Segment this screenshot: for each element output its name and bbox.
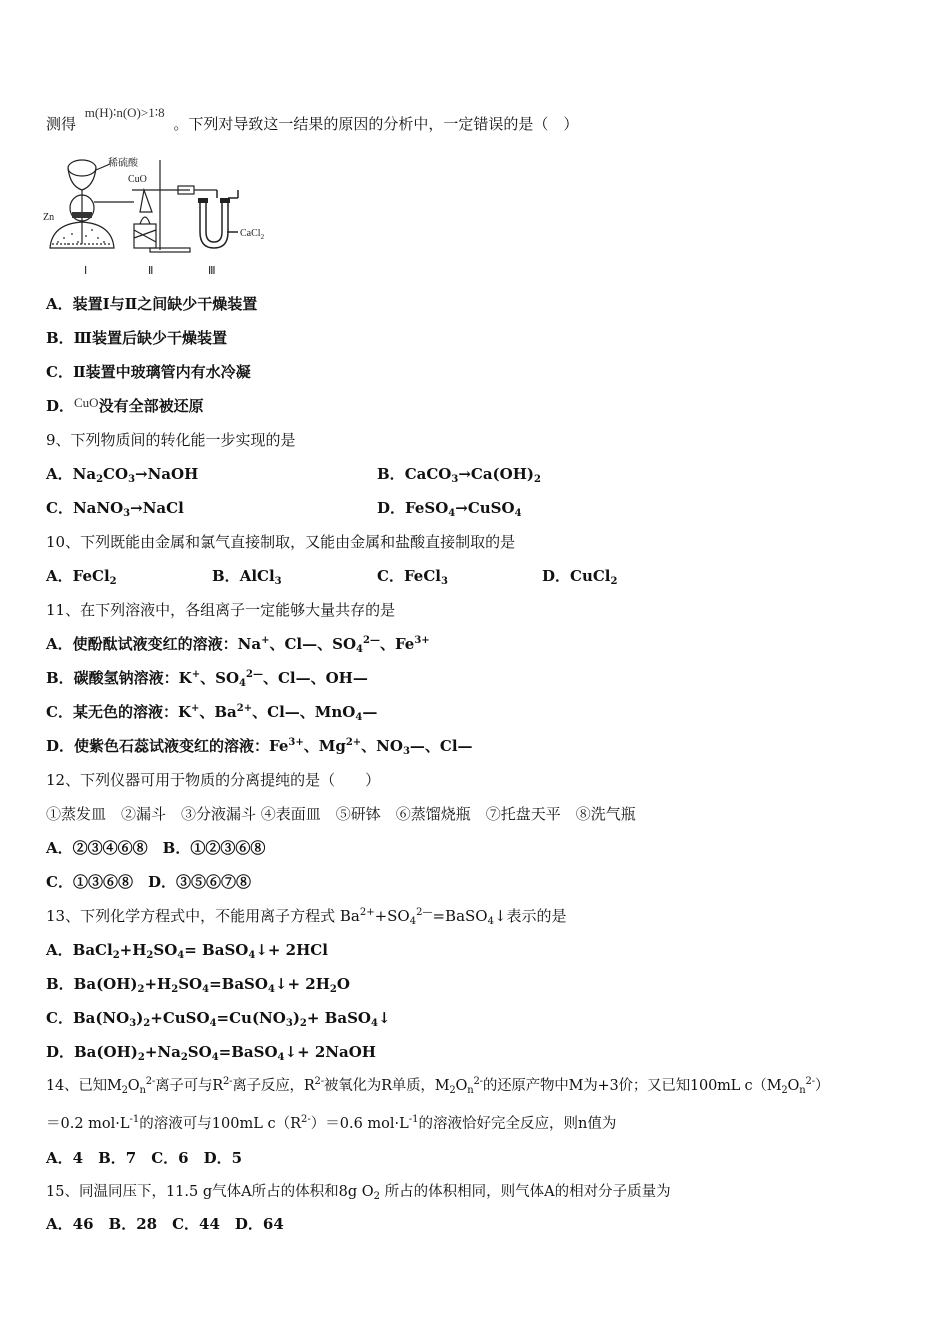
q13-b-t2: +H [144, 975, 172, 993]
q14-l1-u8: 2- [805, 1076, 815, 1087]
q13-c-d5: 2 [299, 1018, 307, 1029]
q8-option-b: B．Ⅲ装置后缺少干燥装置 [46, 329, 227, 347]
q13-c-t5: ) [292, 1009, 300, 1027]
label-dilute-acid: 稀硫酸 [108, 158, 138, 169]
q9-d-label: D． [377, 499, 406, 517]
q13-stem-t3: =BaSO [432, 907, 488, 925]
q10-b-label: B． [212, 567, 240, 585]
q12-items: ①蒸发皿 ②漏斗 ③分液漏斗 ④表面皿 ⑤研钵 ⑥蒸馏烧瓶 ⑦托盘天平 ⑧洗气瓶 [46, 805, 636, 823]
q13-c-d6: 4 [370, 1018, 378, 1029]
q13-c-t4: =Cu(NO [216, 1009, 286, 1027]
q13-a-t5: ↓+ 2HCl [255, 941, 328, 959]
q9-b-p1: CaCO [404, 465, 452, 483]
q11-b-u1: + [191, 669, 201, 680]
q13-d-d1: 2 [137, 1052, 145, 1063]
q14-l1-t9: ） [814, 1078, 830, 1094]
q11-d-u1: 3+ [288, 737, 304, 748]
q13-c-t3: +CuSO [150, 1009, 210, 1027]
kipp-generator [50, 160, 134, 248]
q10-options [46, 566, 906, 586]
q10-option-a [46, 567, 117, 585]
q8-formula: m(H)∶n(O)>1∶8 [84, 105, 165, 120]
q9-d-p2: →CuSO [455, 499, 515, 517]
label-cacl2-main: CaCl [240, 228, 261, 239]
q11-a-t1: A．使酚酞试液变红的溶液：Na [46, 635, 262, 653]
q8-option-d [46, 396, 204, 417]
q13-b-d1: 2 [137, 984, 145, 995]
q13-option-b [46, 974, 350, 994]
q13-d-t2: +Na [144, 1043, 181, 1061]
q15-stem [46, 1182, 671, 1202]
q14-l1-d5: 2 [449, 1085, 456, 1096]
q14-l1-d7: 2 [781, 1085, 788, 1096]
q13-b-t1: B．Ba(OH) [46, 975, 138, 993]
q10-stem: 10、下列既能由金属和氯气直接制取，又能由金属和盐酸直接制取的是 [46, 533, 516, 551]
q11-d-t4: —、Cl— [409, 737, 473, 755]
q13-c-t1: C．Ba(NO [46, 1009, 130, 1027]
q13-b-d3: 4 [202, 984, 210, 995]
q13-d-t5: ↓+ 2NaOH [284, 1043, 376, 1061]
q15-stem-t1: 15、同温同压下，11.5 g气体A所占的体积和8g O [46, 1184, 374, 1200]
q9-a-s2: 3 [128, 474, 136, 485]
q10-c-p: FeCl [403, 567, 441, 585]
q11-b-u2: 2— [245, 669, 263, 680]
q13-c-d2: 2 [143, 1018, 151, 1029]
q13-a-d3: 4 [177, 950, 185, 961]
q11-option-c [46, 702, 377, 722]
q10-a-p: FeCl [72, 567, 110, 585]
q9-a-p3: →NaOH [135, 465, 199, 483]
q10-c-s: 3 [440, 576, 448, 587]
q14-l2-u3: -1 [408, 1114, 419, 1125]
q9-option-a [46, 465, 198, 483]
q13-a-t2: +H [119, 941, 147, 959]
q10-a-label: A． [46, 567, 73, 585]
q14-l1-d2: n [139, 1085, 146, 1096]
q13-d-t1: D．Ba(OH) [46, 1043, 138, 1061]
q14-l1-d8: n [799, 1085, 806, 1096]
q10-option-b [212, 566, 282, 586]
q8-option-d-label: D． [46, 397, 75, 415]
q10-d-p: CuCl [570, 567, 611, 585]
q9-d-s2: 4 [514, 508, 522, 519]
q11-c-t4: — [362, 703, 378, 721]
q14-l1-t4: 离子反应，R [232, 1078, 315, 1094]
q9-d-p1: FeSO [405, 499, 449, 517]
q11-d-d3: 3 [402, 746, 410, 757]
q8-stem [46, 105, 579, 135]
q13-b-t6: O [336, 975, 350, 993]
q15-stem-t2: 所占的体积相同，则气体A的相对分子质量为 [379, 1184, 671, 1200]
q13-b-d2: 2 [171, 984, 179, 995]
q13-stem-u1: 2+ [359, 907, 375, 918]
q9-options-row1 [46, 464, 906, 484]
q14-l2-t4: 的溶液恰好完全反应，则n值为 [418, 1116, 617, 1132]
q13-c-t7: ↓ [377, 1009, 391, 1027]
q11-b-t3: 、Cl—、OH— [262, 669, 368, 687]
q9-a-p2: CO [103, 465, 129, 483]
label-cuo: CuO [128, 174, 147, 185]
q8-suffix: 。下列对导致这一结果的原因的分析中，一定错误的是（ ） [173, 115, 579, 133]
q14-l2-u2: 2- [300, 1114, 311, 1125]
label-zn: Zn [43, 212, 55, 223]
q11-option-a [46, 634, 430, 654]
label-cacl2-sub: 2 [260, 233, 265, 241]
q10-d-label: D． [542, 567, 571, 585]
q9-a-s1: 2 [96, 474, 104, 485]
q13-d-t3: SO [187, 1043, 212, 1061]
label-device-2: Ⅱ [148, 265, 154, 277]
q13-d-d2: 2 [180, 1052, 188, 1063]
q11-a-t2: 、Cl—、SO [269, 635, 357, 653]
q13-c-d4: 3 [285, 1018, 293, 1029]
q12-options-cd: C．①③⑥⑧ D．③⑤⑥⑦⑧ [46, 873, 251, 891]
q8-option-d-text: 没有全部被还原 [98, 397, 204, 415]
q14-l1-t6: O [455, 1078, 468, 1094]
q13-c-t6: + BaSO [306, 1009, 371, 1027]
q13-a-d2: 2 [146, 950, 154, 961]
q13-b-t4: =BaSO [209, 975, 268, 993]
q11-a-d2: 4 [356, 644, 363, 655]
q14-l1-t7: 的还原产物中M为+3价；又已知100mL c（M [482, 1078, 782, 1094]
q14-l2-u1: -1 [129, 1114, 140, 1125]
q11-d-t2: 、Mg [303, 737, 346, 755]
q9-options-row2 [46, 498, 906, 518]
q10-d-s: 2 [610, 576, 618, 587]
q11-c-u1: + [190, 703, 200, 714]
q11-a-t3: 、Fe [379, 635, 415, 653]
q14-l2-t1: ＝0.2 mol·L [46, 1116, 130, 1132]
q14-l1-d6: n [467, 1085, 474, 1096]
q9-b-p2: →Ca(OH) [458, 465, 534, 483]
q14-line2 [46, 1114, 616, 1134]
q11-a-u2: 2— [362, 635, 380, 646]
q11-option-d [46, 736, 473, 756]
q9-option-d [377, 498, 522, 518]
q8-option-c: C．Ⅱ装置中玻璃管内有水冷凝 [46, 363, 251, 381]
q13-option-a [46, 940, 328, 960]
q10-a-s: 2 [109, 576, 117, 587]
q13-stem-t4: ↓表示的是 [493, 907, 567, 925]
q13-b-t3: SO [178, 975, 203, 993]
q14-l2-t3: ）＝0.6 mol·L [310, 1116, 409, 1132]
q14-l1-t8: O [787, 1078, 800, 1094]
q11-c-u2: 2+ [236, 703, 253, 714]
q10-option-c [377, 566, 448, 586]
q11-b-d2: 4 [239, 678, 246, 689]
q14-l1-t2: O [127, 1078, 140, 1094]
q11-option-b [46, 668, 368, 688]
q13-a-d1: 2 [112, 950, 120, 961]
apparatus-diagram [42, 152, 274, 282]
q14-l1-d1: 2 [121, 1085, 128, 1096]
q11-a-u3: 3+ [414, 635, 430, 646]
q14-l1-t1: 14、已知M [46, 1078, 122, 1094]
q13-d-t4: =BaSO [218, 1043, 278, 1061]
q8-option-d-formula: CuO [74, 395, 99, 410]
q11-c-t1: C．某无色的溶液：K [46, 703, 191, 721]
label-device-1: Ⅰ [84, 265, 88, 277]
q9-c-label: C． [46, 499, 73, 517]
q11-stem: 11、在下列溶液中，各组离子一定能够大量共存的是 [46, 601, 396, 619]
q15-options: A．46 B．28 C．44 D．64 [46, 1215, 284, 1233]
q14-l1-t3: 离子可与R [155, 1078, 223, 1094]
q10-b-p: AlCl [239, 567, 275, 585]
q11-d-t3: 、NO [361, 737, 403, 755]
q14-l1-t5: 被氧化为R单质，M [323, 1078, 450, 1094]
q13-b-t5: ↓+ 2H [274, 975, 330, 993]
q13-d-d4: 4 [277, 1052, 285, 1063]
q9-d-s1: 4 [448, 508, 456, 519]
q9-option-c [46, 499, 184, 517]
q14-l1-u3: 2- [222, 1076, 233, 1087]
q10-b-s: 3 [274, 576, 282, 587]
q9-b-s1: 3 [451, 474, 459, 485]
q12-options-ab: A．②③④⑥⑧ B．①②③⑥⑧ [46, 839, 266, 857]
q11-a-u1: + [261, 635, 270, 646]
q11-c-t2: 、Ba [199, 703, 237, 721]
kipp-liquid [57, 212, 105, 245]
q9-c-p1: NaNO [72, 499, 124, 517]
q13-c-d1: 3 [129, 1018, 137, 1029]
q13-option-c [46, 1008, 391, 1028]
q10-option-d [542, 566, 617, 586]
q13-c-t2: ) [136, 1009, 144, 1027]
q13-stem [46, 906, 567, 926]
q9-option-b [377, 464, 541, 484]
q10-c-label: C． [377, 567, 404, 585]
q9-c-p2: →NaCl [130, 499, 184, 517]
q13-b-d4: 4 [267, 984, 275, 995]
q9-a-label: A． [46, 465, 73, 483]
q9-b-s2: 2 [534, 474, 541, 485]
q8-prefix: 测得 [46, 115, 77, 133]
q8-option-a: A．装置Ⅰ与Ⅱ之间缺少干燥装置 [46, 295, 258, 313]
q11-c-d3: 4 [355, 712, 363, 723]
q9-c-s1: 3 [123, 508, 131, 519]
q15-stem-d1: 2 [373, 1191, 380, 1202]
q13-stem-d2: 4 [409, 916, 417, 927]
q12-stem: 12、下列仪器可用于物质的分离提纯的是（ ） [46, 771, 381, 789]
q11-d-u2: 2+ [345, 737, 362, 748]
q14-line1 [46, 1076, 829, 1096]
q13-stem-u2: 2— [416, 907, 433, 918]
q13-a-d4: 4 [248, 950, 256, 961]
q13-stem-t1: 13、下列化学方程式中，不能用离子方程式 Ba [46, 907, 360, 925]
q14-l2-t2: 的溶液可与100mL c（R [139, 1116, 301, 1132]
q13-stem-t2: +SO [374, 907, 410, 925]
q9-b-label: B． [377, 465, 405, 483]
q13-a-t1: A．BaCl [46, 941, 113, 959]
q13-c-d3: 4 [209, 1018, 217, 1029]
q11-d-t1: D．使紫色石蕊试液变红的溶液：Fe [46, 737, 289, 755]
q13-a-t3: SO [153, 941, 178, 959]
label-device-3: Ⅲ [208, 265, 216, 277]
q9-a-p1: Na [72, 465, 97, 483]
q11-c-t3: 、Cl—、MnO [252, 703, 356, 721]
q13-option-d [46, 1042, 376, 1062]
q13-b-d5: 2 [329, 984, 337, 995]
q13-d-d3: 4 [211, 1052, 219, 1063]
q14-options: A．4 B．7 C．6 D．5 [46, 1149, 243, 1167]
q14-l1-u2: 2- [145, 1076, 156, 1087]
u-tube-stoppers [198, 198, 230, 203]
q11-b-t1: B．碳酸氢钠溶液：K [46, 669, 192, 687]
q14-l1-u4: 2- [314, 1076, 324, 1087]
label-cacl2 [240, 228, 265, 241]
q13-a-t4: = BaSO [184, 941, 249, 959]
q11-b-t2: 、SO [200, 669, 240, 687]
q13-stem-d3: 4 [487, 916, 494, 927]
q14-l1-u6: 2- [473, 1076, 483, 1087]
q9-stem: 9、下列物质间的转化能一步实现的是 [46, 431, 296, 449]
